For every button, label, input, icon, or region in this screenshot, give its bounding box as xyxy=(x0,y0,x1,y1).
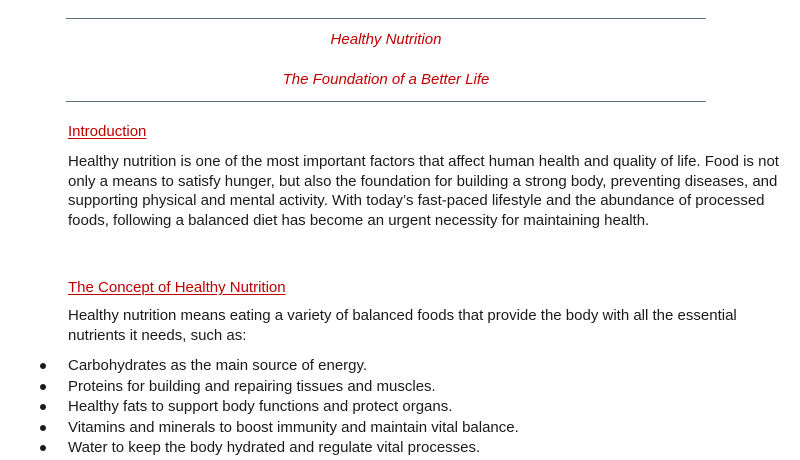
document-subtitle: The Foundation of a Better Life xyxy=(282,71,490,88)
bullet-icon xyxy=(40,404,46,410)
list-item-text: Vitamins and minerals to boost immunity and maintain vital balance. xyxy=(68,418,519,436)
list-item xyxy=(0,377,800,398)
concept-paragraph: Healthy nutrition means eating a variety of balanced foods that provide the body with all the essential nutrients it needs, such as: xyxy=(68,307,737,344)
section-heading-concept: The Concept of Healthy Nutrition xyxy=(68,279,286,296)
section-heading-introduction: Introduction xyxy=(68,123,147,140)
bullet-icon xyxy=(40,425,46,431)
list-item-text: Healthy fats to support body functions and protect organs. xyxy=(68,398,453,415)
bullet-icon xyxy=(40,445,46,451)
list-item-text: Proteins for building and repairing tissues and muscles. xyxy=(68,377,436,395)
list-item-text: Water to keep the body hydrated and regulate vital processes. xyxy=(68,439,481,456)
introduction-paragraph: Healthy nutrition is one of the most important factors that affect human health and quality of life. Food is not only a means to satisfy hunger, but also the foundation for building a strong body, preventing diseases, and supporting physical and mental activity. With today’s fast-paced lifestyle and the abundance of processed foods, following a balanced diet has become an urgent necessity for maintaining health. xyxy=(68,153,779,229)
list-item-text: Carbohydrates as the main source of energy. xyxy=(68,357,368,374)
nutrient-list xyxy=(0,356,800,459)
document-title: Healthy Nutrition xyxy=(330,31,442,48)
list-item xyxy=(0,397,800,418)
top-rule xyxy=(66,18,706,19)
list-item xyxy=(0,418,800,439)
list-item xyxy=(0,356,800,377)
bottom-rule xyxy=(66,101,706,102)
bullet-icon xyxy=(40,363,46,369)
bullet-icon xyxy=(40,384,46,390)
list-item xyxy=(0,438,800,459)
